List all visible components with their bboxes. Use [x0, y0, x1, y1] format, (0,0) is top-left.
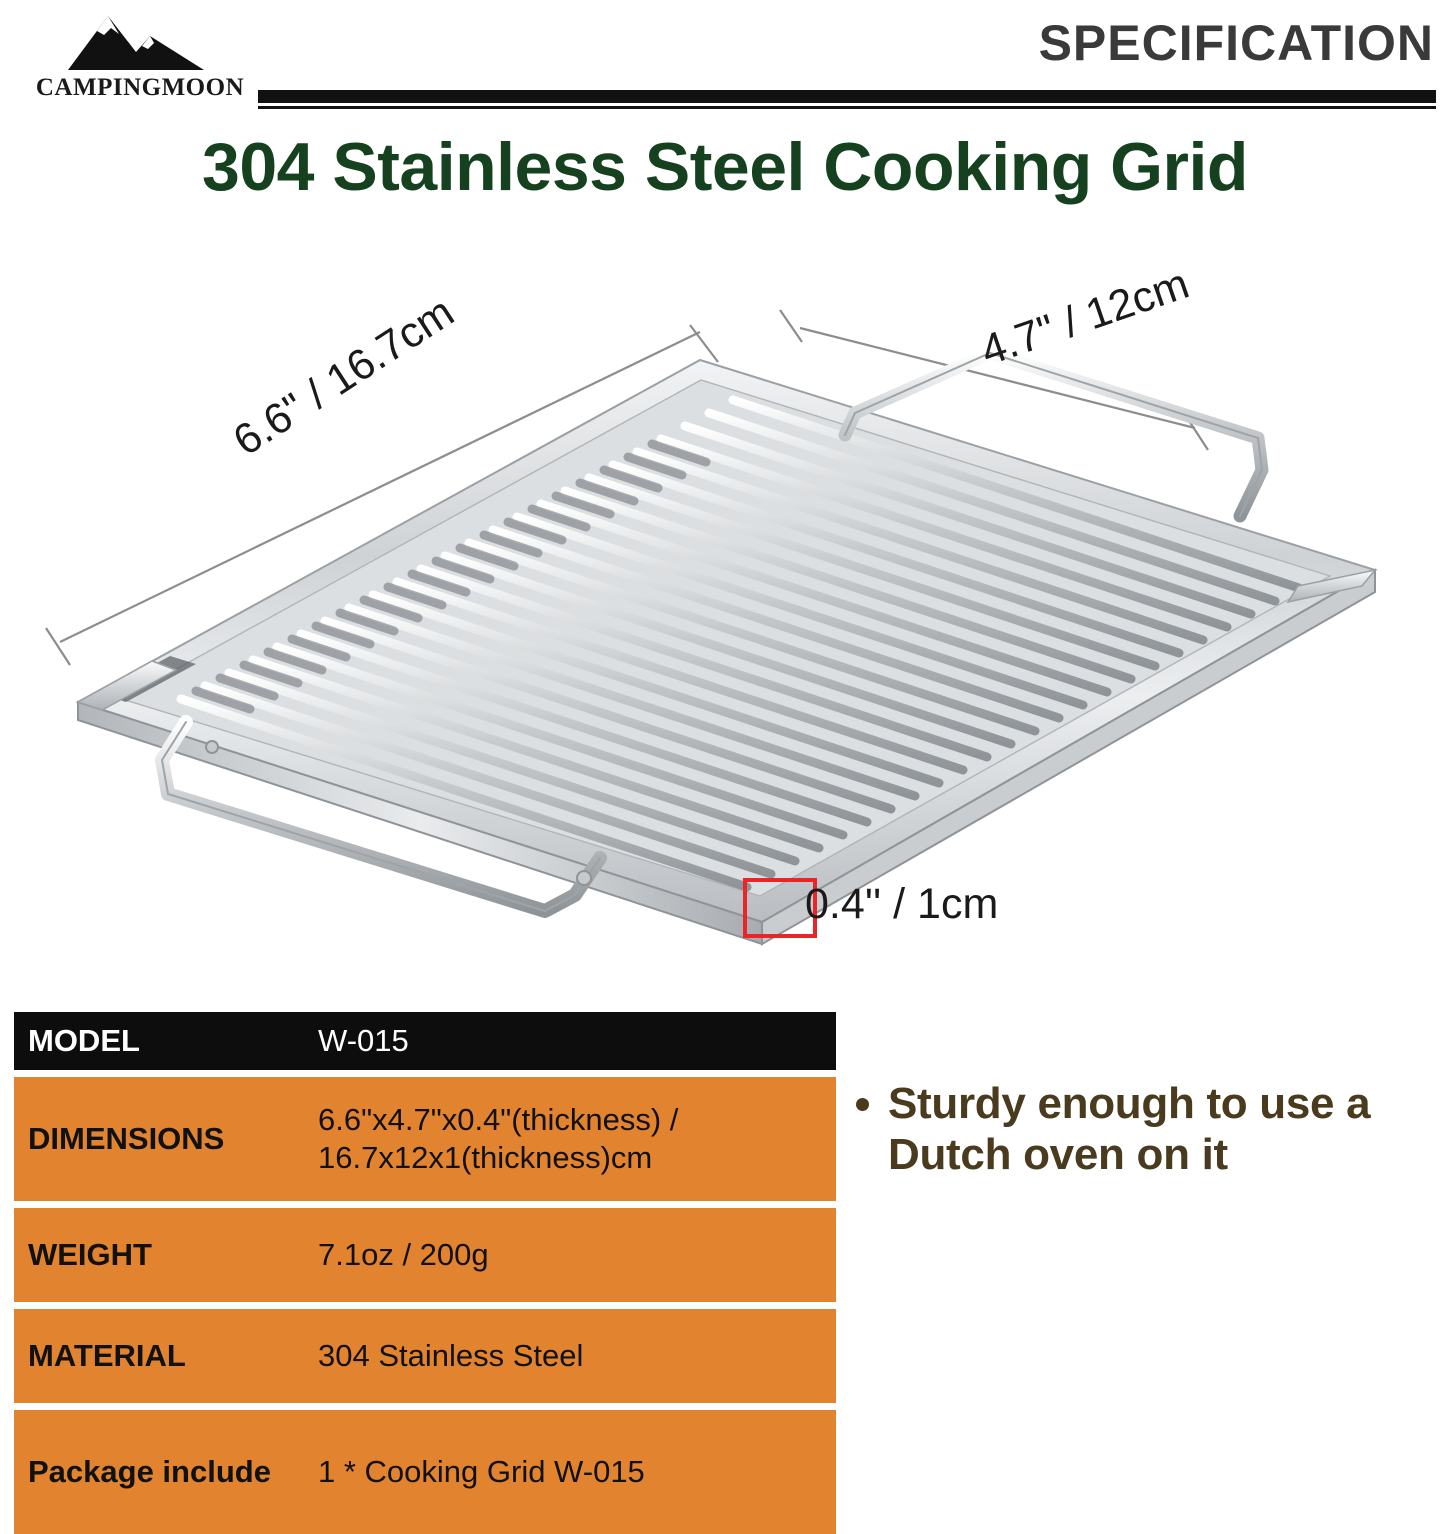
page-title: 304 Stainless Steel Cooking Grid: [202, 129, 1248, 205]
product-illustration: [0, 250, 1450, 990]
brand-name: CAMPINGMOON: [35, 74, 245, 101]
feature-bullet-text: Sturdy enough to use a Dutch oven on it: [888, 1079, 1371, 1180]
spec-value: 1 * Cooking Grid W-015: [306, 1410, 836, 1534]
row-separator: [14, 1201, 836, 1208]
spec-key: MODEL: [14, 1012, 306, 1070]
row-separator: [14, 1302, 836, 1309]
specification-table: [14, 1012, 836, 1534]
table-row: [14, 1012, 836, 1070]
header-divider-thick: [258, 90, 1436, 103]
spec-key: Package include: [14, 1410, 306, 1534]
header-divider-thin: [258, 106, 1436, 109]
table-row: [14, 1309, 836, 1403]
row-separator: [14, 1070, 836, 1077]
mountain-icon: [66, 10, 206, 72]
spec-value: 7.1oz / 200g: [306, 1208, 836, 1302]
page-header: [0, 0, 1450, 128]
spec-value: W-015: [306, 1012, 836, 1070]
bullet-dot-icon: [856, 1098, 869, 1111]
dimension-thickness-label: 0.4'' / 1cm: [805, 880, 999, 928]
table-row: [14, 1077, 836, 1201]
spec-value: 6.6"x4.7"x0.4"(thickness) / 16.7x12x1(thickness)cm: [306, 1077, 836, 1201]
dimension-width-label: 4.7" / 12cm: [975, 259, 1195, 376]
row-separator: [14, 1403, 836, 1410]
feature-bullet: [862, 1078, 1440, 1180]
spec-value: 304 Stainless Steel: [306, 1309, 836, 1403]
spec-key: DIMENSIONS: [14, 1077, 306, 1201]
spec-key: WEIGHT: [14, 1208, 306, 1302]
cooking-grid-drawing: [0, 250, 1450, 990]
brand-logo: [18, 8, 258, 118]
spec-key: MATERIAL: [14, 1309, 306, 1403]
table-row: [14, 1208, 836, 1302]
table-row: [14, 1410, 836, 1534]
dimension-length-label: 6.6" / 16.7cm: [225, 287, 463, 466]
specification-label: SPECIFICATION: [1038, 15, 1434, 71]
